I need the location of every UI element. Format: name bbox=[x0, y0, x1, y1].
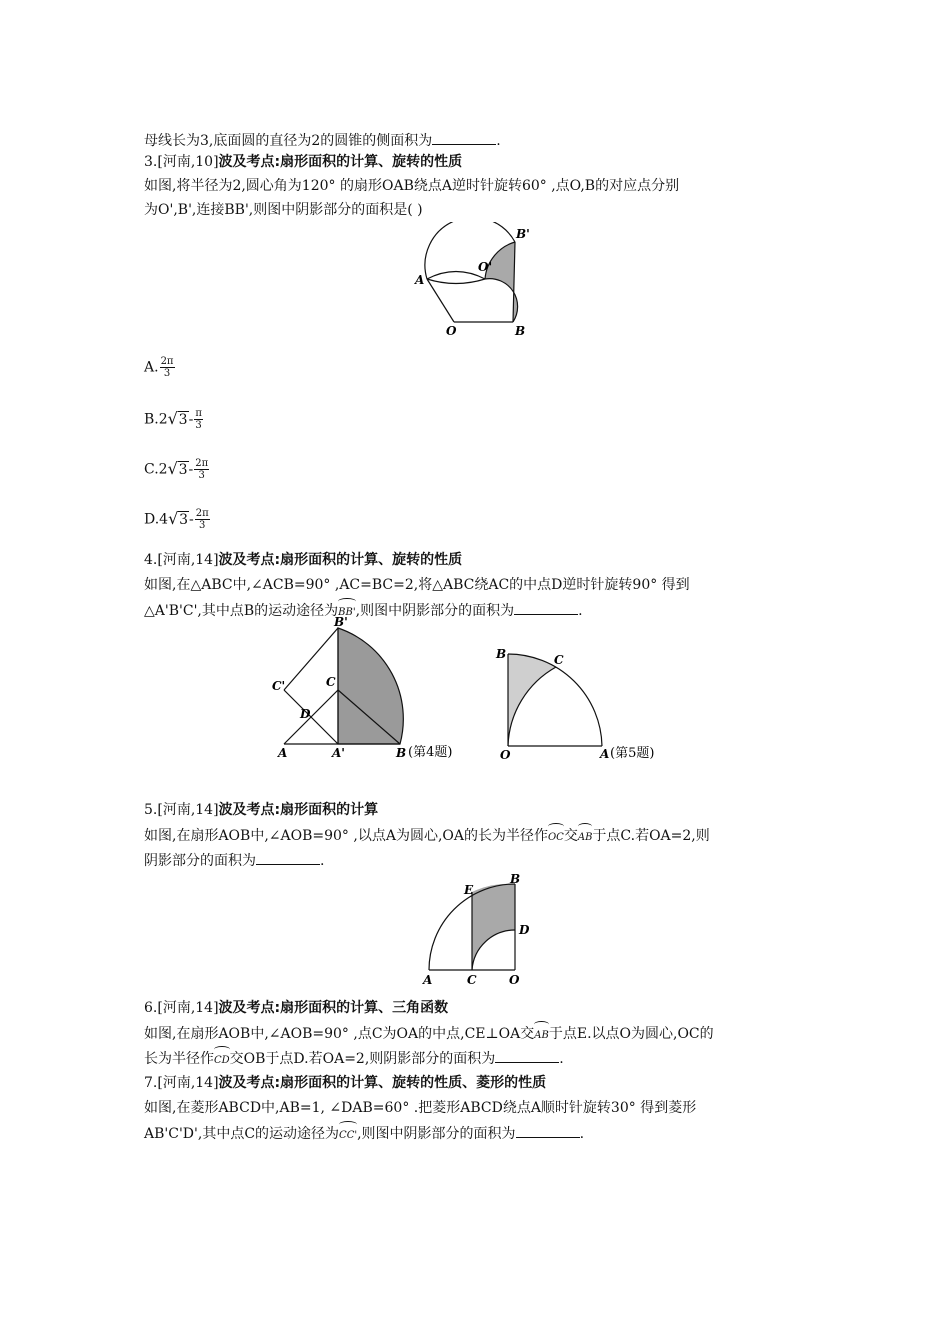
q6-figure bbox=[420, 872, 540, 990]
q7-number: 7.[河南,14] bbox=[144, 1075, 219, 1091]
caption-q5: (第5题) bbox=[610, 746, 655, 761]
q3-topic: 波及考点:扇形面积的计算、旋转的性质 bbox=[218, 154, 463, 170]
minus-sign: - bbox=[188, 411, 194, 428]
label-a-prime: A' bbox=[332, 746, 345, 760]
caption-q4: (第4题) bbox=[408, 745, 453, 760]
q5-connector: 交 bbox=[563, 828, 578, 844]
fraction-numerator: 2π bbox=[160, 356, 174, 367]
radicand: 3 bbox=[179, 511, 189, 528]
label-a: A bbox=[423, 973, 433, 987]
label-o-prime: O' bbox=[478, 260, 493, 274]
fraction-numerator: 2π bbox=[195, 508, 209, 519]
label-c: C bbox=[554, 653, 564, 667]
q3-arc-lower bbox=[427, 279, 485, 284]
q3-segment-ao bbox=[427, 279, 454, 322]
period: . bbox=[579, 1126, 585, 1142]
label-o: O bbox=[446, 324, 457, 338]
fraction-numerator: π bbox=[195, 408, 202, 419]
q5-line1-text-b: 于点C.若OA=2,则 bbox=[592, 828, 710, 844]
fraction-denominator: 3 bbox=[195, 420, 202, 431]
q6-line2 bbox=[144, 1047, 564, 1071]
fraction-denominator: 3 bbox=[198, 470, 205, 481]
q3-line1: 如图,将半径为2,圆心角为120° 的扇形OAB绕点A逆时针旋转60° ,点O,B的对应点分别 bbox=[144, 178, 680, 194]
q5-line1 bbox=[144, 824, 710, 848]
q6-line1 bbox=[144, 1022, 714, 1046]
q7-topic: 波及考点:扇形面积的计算、旋转的性质、菱形的性质 bbox=[218, 1075, 547, 1091]
sqrt bbox=[168, 512, 189, 528]
label-b-prime: B' bbox=[334, 616, 348, 629]
q6-line2-text-b: 交OB于点D.若OA=2,则阴影部分的面积为 bbox=[229, 1051, 496, 1067]
q7-line2-text-b: ,则图中阴影部分的面积为 bbox=[357, 1126, 516, 1142]
label-b: B bbox=[496, 647, 507, 661]
q4-line1: 如图,在△ABC中,∠ACB=90° ,AC=BC=2,将△ABC绕AC的中点D逆时针旋转90° 得到 bbox=[144, 577, 690, 593]
fraction-denominator: 3 bbox=[199, 520, 206, 531]
q5-shaded-region bbox=[508, 654, 556, 746]
fraction-numerator: 2π bbox=[195, 458, 209, 469]
answer-blank bbox=[256, 850, 320, 865]
option-b[interactable] bbox=[144, 408, 203, 431]
label-a: A bbox=[415, 273, 425, 287]
label-a: A bbox=[600, 747, 610, 761]
answer-blank bbox=[432, 130, 496, 145]
option-d[interactable] bbox=[144, 508, 210, 531]
label-b-prime: B' bbox=[516, 227, 530, 241]
label-b: B bbox=[515, 324, 526, 338]
label-b: B bbox=[396, 746, 407, 760]
q7-line2-text: AB'C'D',其中点C的运动途径为 bbox=[144, 1126, 340, 1142]
q7-line1: 如图,在菱形ABCD中,AB=1, ∠DAB=60° .把菱形ABCD绕点A顺时针旋转30° 得到菱形 bbox=[144, 1100, 697, 1116]
q4-line2-text-b: ,则图中阴影部分的面积为 bbox=[355, 603, 515, 619]
q4-line2-text: △A'B'C',其中点B的运动途径为 bbox=[144, 603, 339, 619]
q7-line2 bbox=[144, 1122, 584, 1146]
q5-heading bbox=[144, 800, 378, 820]
q4-number: 4.[河南,14] bbox=[144, 552, 219, 568]
arc-notation: CC' bbox=[339, 1122, 357, 1146]
q2-line bbox=[144, 130, 501, 151]
fraction bbox=[160, 356, 175, 379]
q3-number: 3.[河南,10] bbox=[144, 154, 219, 170]
q6-topic: 波及考点:扇形面积的计算、三角函数 bbox=[218, 1000, 449, 1016]
q5-number: 5.[河南,14] bbox=[144, 802, 219, 818]
period: . bbox=[559, 1051, 564, 1067]
arc-notation: AB bbox=[578, 824, 593, 848]
fraction bbox=[195, 508, 210, 531]
q6-shaded-region bbox=[472, 884, 515, 970]
option-d-label: D.4 bbox=[144, 511, 169, 528]
q5-line2-text: 阴影部分的面积为 bbox=[144, 853, 256, 869]
q2-text: 母线长为3,底面圆的直径为2的圆锥的侧面积为 bbox=[144, 133, 433, 149]
label-d: D bbox=[519, 923, 530, 937]
arc-notation: AB bbox=[534, 1022, 549, 1046]
option-c-label: C.2 bbox=[144, 461, 168, 478]
label-c-prime: C' bbox=[272, 679, 286, 693]
q6-line1-text: 如图,在扇形AOB中,∠AOB=90° ,点C为OA的中点,CE⊥OA交 bbox=[144, 1026, 535, 1042]
arc-notation: CD bbox=[214, 1047, 230, 1071]
arc-notation: OC bbox=[548, 824, 564, 848]
sqrt bbox=[168, 462, 189, 478]
q4-topic: 波及考点:扇形面积的计算、旋转的性质 bbox=[218, 552, 463, 568]
q6-line2-text: 长为半径作 bbox=[144, 1051, 214, 1067]
label-o: O bbox=[509, 973, 520, 987]
q5-line1-text: 如图,在扇形AOB中,∠AOB=90° ,以点A为圆心,OA的长为半径作 bbox=[144, 828, 548, 844]
fraction bbox=[194, 408, 203, 431]
fraction bbox=[194, 458, 209, 481]
option-b-label: B.2 bbox=[144, 411, 168, 428]
radicand: 3 bbox=[178, 461, 188, 478]
q4-figure bbox=[270, 616, 480, 764]
option-a-label: A. bbox=[144, 359, 159, 376]
period: . bbox=[496, 133, 501, 149]
option-c[interactable] bbox=[144, 458, 209, 481]
sqrt bbox=[168, 412, 189, 428]
q4-heading bbox=[144, 550, 462, 570]
label-c: C bbox=[326, 675, 336, 689]
q3-heading bbox=[144, 152, 462, 172]
q6-number: 6.[河南,14] bbox=[144, 1000, 219, 1016]
q3-arc-ao2 bbox=[427, 272, 485, 280]
fraction-denominator: 3 bbox=[163, 368, 171, 379]
label-o: O bbox=[500, 748, 511, 762]
q6-heading bbox=[144, 998, 448, 1018]
period: . bbox=[578, 603, 583, 619]
radicand: 3 bbox=[178, 411, 188, 428]
label-b: B bbox=[510, 872, 521, 886]
q3-line2: 为O',B',连接BB',则图中阴影部分的面积是( ) bbox=[144, 202, 423, 218]
label-c: C bbox=[467, 973, 477, 987]
answer-blank bbox=[514, 600, 578, 615]
q5-topic: 波及考点:扇形面积的计算 bbox=[218, 802, 379, 818]
label-a: A bbox=[278, 746, 288, 760]
answer-blank bbox=[516, 1123, 580, 1138]
period: . bbox=[320, 853, 325, 869]
q6-line1-text-b: 于点E.以点O为圆心,OC的 bbox=[548, 1026, 714, 1042]
q5-line2 bbox=[144, 850, 324, 871]
q5-figure bbox=[490, 640, 690, 764]
answer-blank bbox=[495, 1048, 559, 1063]
minus-sign: - bbox=[188, 461, 194, 478]
q4-shaded-region bbox=[338, 628, 403, 744]
label-e: E bbox=[464, 883, 474, 897]
q3-figure bbox=[410, 222, 540, 342]
q7-heading bbox=[144, 1073, 546, 1093]
label-d: D bbox=[300, 707, 311, 721]
option-a[interactable] bbox=[144, 356, 175, 379]
minus-sign: - bbox=[189, 511, 194, 528]
arc-notation: BB' bbox=[338, 599, 355, 623]
